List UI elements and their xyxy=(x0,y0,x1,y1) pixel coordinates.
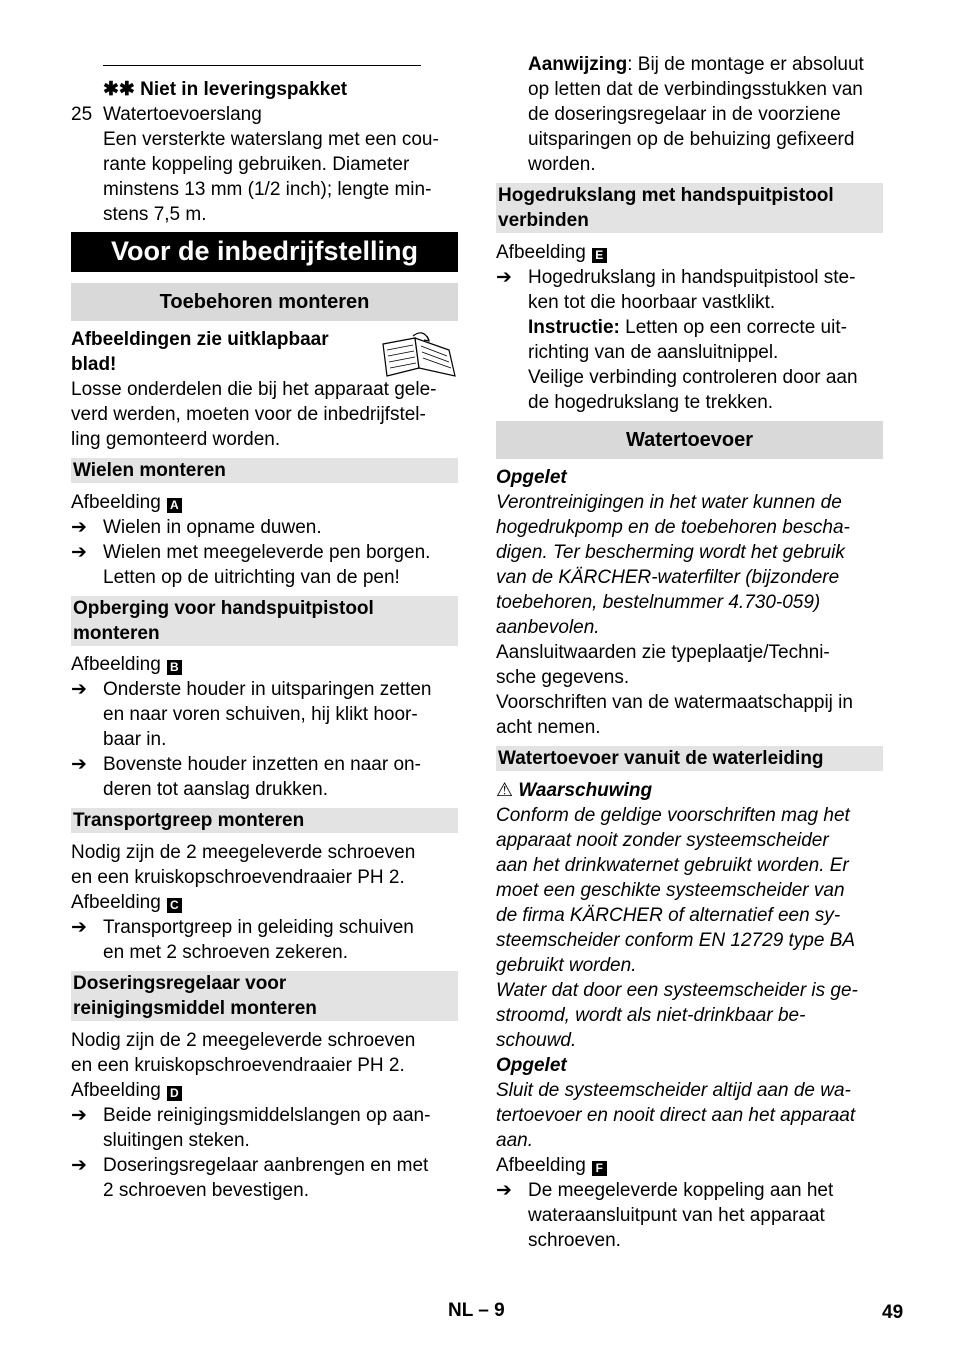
arrow-right-icon: ➔ xyxy=(496,267,512,288)
figure-ref-a: Afbeelding A xyxy=(71,490,182,515)
wheels-steps xyxy=(71,515,458,590)
figure-badge-c: C xyxy=(167,898,182,913)
figure-ref-f: Afbeelding F xyxy=(496,1153,883,1178)
list-item: ➔ Hogedrukslang in handspuitpistool ste- ken tot die hoorbaar vastklikt. Instructie: Letten op een correcte uit- richting van de aansluitnippel. Veilige verbinding controleren door aan de hogedrukslang te trekken. xyxy=(496,267,858,413)
figure-ref-d: Afbeelding D xyxy=(71,1078,458,1103)
heading-handle: Transportgreep monteren xyxy=(71,808,458,833)
list-item: ➔ Doseringsregelaar aanbrengen en met 2 schroeven bevestigen. xyxy=(71,1155,429,1201)
figure-badge-f: F xyxy=(592,1161,607,1176)
intro-heading: Afbeeldingen zie uitklapbaar blad! xyxy=(71,329,329,375)
page-number: 49 xyxy=(882,1302,904,1323)
list-item: ➔ Transportgreep in geleiding schuiven en met 2 schroeven zekeren. xyxy=(71,917,414,963)
arrow-right-icon: ➔ xyxy=(71,517,87,538)
warning-triangle-icon: ⚠ xyxy=(496,780,514,801)
section-title: Voor de inbedrijfstelling xyxy=(71,232,458,272)
mains-text: ⚠ Waarschuwing Conform de geldige voorschriften mag het apparaat nooit zonder systeemscheider aan het drinkwaternet gebruikt worden. Er moet een geschikte systeemscheider van de firma KÄRCHER of alternatief een sy- steemscheider conform EN 12729 type BA gebruikt worden. Water dat door een systeemscheider is ge- stroomd, wordt als niet-drinkbaar be- schouwd. Opgelet Sluit de systeemscheider altijd aan de wa- tertoevoer en nooit direct aan het apparaat aan. Afbeelding F ➔ De meegeleverde koppeling aan het wateraansluitpunt van het apparaat schroeven. xyxy=(496,778,883,1253)
list-item: ➔ Beide reinigingsmiddelslangen op aan- sluitingen steken. xyxy=(71,1105,431,1151)
booklet-icon xyxy=(379,330,459,380)
parts-item-25: 25 Watertoevoerslang Een versterkte waterslang met een cou- rante koppeling gebruiken. Diameter minstens 13 mm (1/2 inch); lengte min- stens 7,5 m. xyxy=(71,104,439,225)
arrow-right-icon: ➔ xyxy=(71,1155,87,1176)
figure-ref-b: Afbeelding B xyxy=(71,652,182,677)
figure-badge-a: A xyxy=(167,498,182,513)
heading-dosing: Doseringsregelaar voor reinigingsmiddel monteren xyxy=(71,971,458,1021)
list-item: ➔ Wielen met meegeleverde pen borgen. Letten op de uitrichting van de pen! xyxy=(71,542,431,588)
double-asterisk-icon: ✱✱ xyxy=(103,79,135,100)
intro-text: Losse onderdelen die bij het apparaat gele- verd werden, moeten voor de inbedrijfstel- ling gemonteerd worden. xyxy=(71,379,437,450)
list-item: ➔ Bovenste houder inzetten en naar on- deren tot aanslag drukken. xyxy=(71,754,421,800)
list-item: ➔ De meegeleverde koppeling aan het wateraansluitpunt van het apparaat schroeven. xyxy=(496,1180,834,1251)
figure-ref-c: Afbeelding C xyxy=(71,890,458,915)
footnote-rule xyxy=(103,65,421,66)
holder-steps xyxy=(71,677,458,802)
figure-badge-b: B xyxy=(167,660,182,675)
figure-ref-e: Afbeelding E xyxy=(496,240,607,265)
heading-hose: Hogedrukslang met handspuitpistool verbinden xyxy=(496,183,883,233)
heading-holder: Opberging voor handspuitpistool monteren xyxy=(71,596,458,646)
dosing-text: Nodig zijn de 2 meegeleverde schroeven en een kruiskopschroevendraaier PH 2. Afbeelding D ➔ Beide reinigingsmiddelslangen op aan- sluitingen steken. ➔ Doseringsregelaar aanbrengen en met 2 schroeven bevestigen. xyxy=(71,1028,458,1203)
figure-badge-d: D xyxy=(167,1086,182,1101)
arrow-right-icon: ➔ xyxy=(496,1180,512,1201)
water-text: Opgelet Verontreinigingen in het water kunnen de hogedrukpomp en de toebehoren bescha- digen. Ter bescherming wordt het gebruik van de KÄRCHER-waterfilter (bijzondere toebehoren, bestelnummer 4.730-059) aanbevolen. Aansluitwaarden zie typeplaatje/Techni- sche gegevens. Voorschriften van de watermaatschappij in acht nemen. xyxy=(496,467,853,738)
subsection-title: Toebehoren monteren xyxy=(71,283,458,321)
handle-text: Nodig zijn de 2 meegeleverde schroeven en een kruiskopschroevendraaier PH 2. Afbeelding C ➔ Transportgreep in geleiding schuiven en met 2 schroeven zekeren. xyxy=(71,840,458,965)
arrow-right-icon: ➔ xyxy=(71,679,87,700)
arrow-right-icon: ➔ xyxy=(71,754,87,775)
subsection-water: Watertoevoer xyxy=(496,421,883,459)
note-block: Aanwijzing: Bij de montage er absoluut op letten dat de verbindingsstukken van de doseringsregelaar in de voorziene uitsparingen op de behuizing gefixeerd worden. xyxy=(528,54,864,175)
heading-mains: Watertoevoer vanuit de waterleiding xyxy=(496,746,883,771)
arrow-right-icon: ➔ xyxy=(71,1105,87,1126)
list-item: ➔ Wielen in opname duwen. xyxy=(71,517,322,538)
arrow-right-icon: ➔ xyxy=(71,917,87,938)
footnote: ✱✱ Niet in leveringspakket xyxy=(103,79,348,100)
figure-badge-e: E xyxy=(592,248,607,263)
heading-wheels: Wielen monteren xyxy=(71,458,458,483)
page-footer-local: NL – 9 xyxy=(448,1300,505,1321)
hose-steps xyxy=(496,265,883,415)
arrow-right-icon: ➔ xyxy=(71,542,87,563)
list-item: ➔ Onderste houder in uitsparingen zetten en naar voren schuiven, hij klikt hoor- baar in. xyxy=(71,679,432,750)
